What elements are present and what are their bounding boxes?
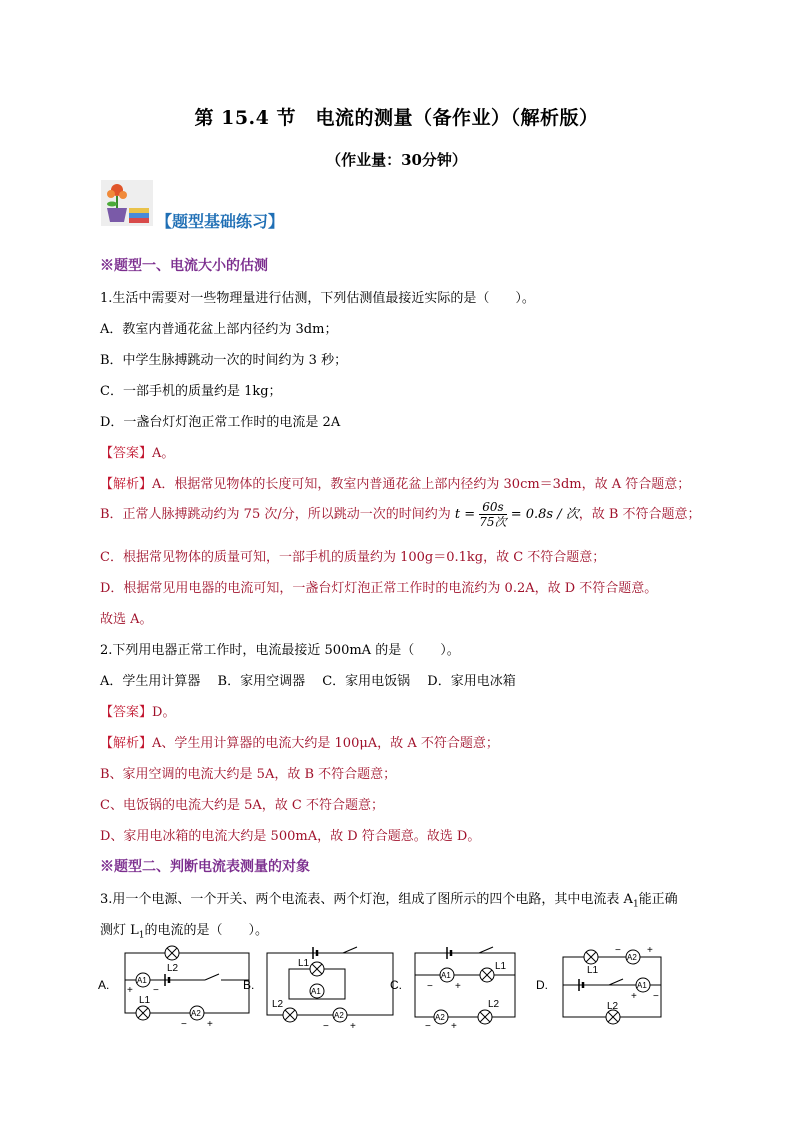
fraction-denominator: 75次 — [479, 515, 507, 529]
terminal-sign: − — [153, 985, 159, 996]
bulb-icon — [480, 968, 494, 982]
answer-tag: 【答案】 — [100, 705, 153, 720]
ammeter-label: A2 — [627, 953, 637, 962]
switch-icon — [343, 947, 357, 953]
q1-explanation-b — [100, 500, 701, 529]
q2-explanation-b: B、家用空调的电流大约是 5A，故 B 不符合题意； — [100, 767, 397, 782]
terminal-sign: + — [455, 981, 461, 992]
stem-text: 测灯 L — [100, 923, 139, 938]
terminal-sign: − — [653, 991, 659, 1002]
bulb-icon — [136, 1006, 150, 1020]
explanation-text: ，故 B 不符合题意； — [578, 507, 701, 522]
section-heading: 【题型基础练习】 — [156, 212, 285, 231]
q1-answer — [100, 442, 174, 461]
q2-explanation-a — [100, 732, 499, 751]
q1-explanation-a — [100, 473, 690, 492]
q2-answer — [100, 701, 175, 720]
q1-explanation-c: C．根据常见物体的质量可知，一部手机的质量约为 100g＝0.1kg，故 C 不符合题意； — [100, 550, 606, 565]
formula-result: = 0.8s / 次 — [510, 507, 579, 522]
circuit-b — [243, 947, 393, 1030]
stem-text: 能正确 — [638, 892, 678, 907]
q3-stem-line2 — [100, 919, 268, 941]
lamp-label: L1 — [495, 961, 507, 972]
switch-icon — [609, 979, 623, 985]
terminal-sign: − — [425, 1021, 431, 1030]
ammeter-label: A2 — [191, 1009, 201, 1018]
question-type-2: ※题型二、判断电流表测量的对象 — [100, 859, 310, 875]
terminal-sign: − — [615, 945, 621, 956]
lamp-label: L1 — [139, 995, 151, 1006]
terminal-sign: + — [647, 945, 653, 956]
ammeter-label: A1 — [311, 987, 321, 996]
circuit-d — [536, 945, 661, 1024]
q1-option-b: B．中学生脉搏跳动一次的时间约为 3 秒； — [100, 353, 348, 368]
circuit-label: C. — [390, 978, 402, 992]
terminal-sign: + — [350, 1021, 356, 1030]
question-type-1: ※题型一、电流大小的估测 — [100, 258, 268, 274]
page-subtitle: （作业量：30分钟） — [326, 151, 467, 169]
q2-options: A．学生用计算器 B．家用空调器 C．家用电饭锅 D．家用电冰箱 — [100, 674, 516, 689]
explanation-text: B．正常人脉搏跳动约为 75 次/分，所以跳动一次的时间约为 — [100, 507, 451, 522]
explanation-text: A、学生用计算器的电流大约是 100μA，故 A 不符合题意； — [152, 736, 499, 751]
lamp-label: L2 — [488, 999, 500, 1010]
terminal-sign: + — [451, 1021, 457, 1030]
q2-explanation-d: D、家用电冰箱的电流大约是 500mA，故 D 符合题意。故选 D。 — [100, 829, 481, 844]
q1-stem: 1.生活中需要对一些物理量进行估测，下列估测值最接近实际的是（ ）。 — [100, 291, 535, 306]
q1-option-c: C．一部手机的质量约是 1kg； — [100, 384, 282, 399]
subscript: 1 — [632, 899, 639, 910]
terminal-sign: + — [127, 985, 133, 996]
q2-explanation-c: C、电饭锅的电流大约是 5A，故 C 不符合题意； — [100, 798, 384, 813]
lamp-label: L2 — [272, 999, 284, 1010]
bulb-icon — [310, 962, 324, 976]
answer-value: A。 — [152, 446, 175, 461]
q3-stem-line1 — [100, 888, 678, 910]
analysis-tag: 【解析】 — [100, 736, 153, 751]
circuit-label: A. — [98, 978, 110, 992]
ammeter-label: A1 — [441, 971, 451, 980]
lamp-label: L2 — [167, 963, 179, 974]
explanation-text: A．根据常见物体的长度可知，教室内普通花盆上部内径约为 30cm＝3dm，故 A 符合题意； — [152, 477, 691, 492]
terminal-sign: + — [631, 991, 637, 1002]
lamp-label: L1 — [298, 958, 310, 969]
switch-icon — [205, 974, 219, 980]
terminal-sign: + — [207, 1019, 213, 1030]
formula-fraction — [479, 500, 506, 529]
circuit-label: D. — [536, 978, 548, 992]
ammeter-label: A2 — [435, 1013, 445, 1022]
q1-explanation-d: D．根据常见用电器的电流可知，一盏台灯灯泡正常工作时的电流约为 0.2A，故 D 不符合题意。 — [100, 581, 658, 596]
circuit-a — [98, 946, 249, 1030]
q2-stem: 2.下列用电器正常工作时，电流最接近 500mA 的是（ ）。 — [100, 643, 460, 658]
answer-tag: 【答案】 — [100, 446, 153, 461]
circuit-c — [390, 947, 515, 1030]
switch-icon — [479, 947, 493, 953]
subscript: 1 — [138, 930, 145, 941]
ammeter-label: A1 — [137, 976, 147, 985]
wire-frame — [267, 953, 393, 1015]
flower-pot-logo — [101, 180, 153, 226]
q1-conclusion: 故选 A。 — [100, 612, 153, 627]
bulb-icon — [606, 1010, 620, 1024]
stem-text: 3.用一个电源、一个开关、两个电流表、两个灯泡，组成了图所示的四个电路，其中电流表 A — [100, 892, 633, 907]
analysis-tag: 【解析】 — [100, 477, 153, 492]
ammeter-label: A2 — [334, 1011, 344, 1020]
fraction-numerator: 60s — [479, 500, 506, 515]
circuit-diagrams — [95, 945, 685, 1030]
lamp-label: L1 — [587, 965, 599, 976]
formula-t: t = — [454, 507, 476, 522]
bulb-icon — [584, 950, 598, 964]
page-title: 第 15.4 节 电流的测量（备作业）（解析版） — [194, 107, 599, 129]
bulb-icon — [283, 1008, 297, 1022]
bulb-icon — [165, 946, 179, 960]
q1-option-a: A．教室内普通花盆上部内径约为 3dm； — [100, 322, 338, 337]
terminal-sign: − — [323, 1021, 329, 1030]
terminal-sign: − — [181, 1019, 187, 1030]
bulb-icon — [478, 1010, 492, 1024]
answer-value: D。 — [152, 705, 176, 720]
terminal-sign: − — [427, 981, 433, 992]
circuit-label: B. — [243, 978, 255, 992]
stem-text: 的电流的是（ ）。 — [144, 923, 269, 938]
ammeter-label: A1 — [637, 981, 647, 990]
lamp-label: L2 — [607, 1001, 619, 1012]
q1-option-d: D．一盏台灯灯泡正常工作时的电流是 2A — [100, 415, 341, 430]
